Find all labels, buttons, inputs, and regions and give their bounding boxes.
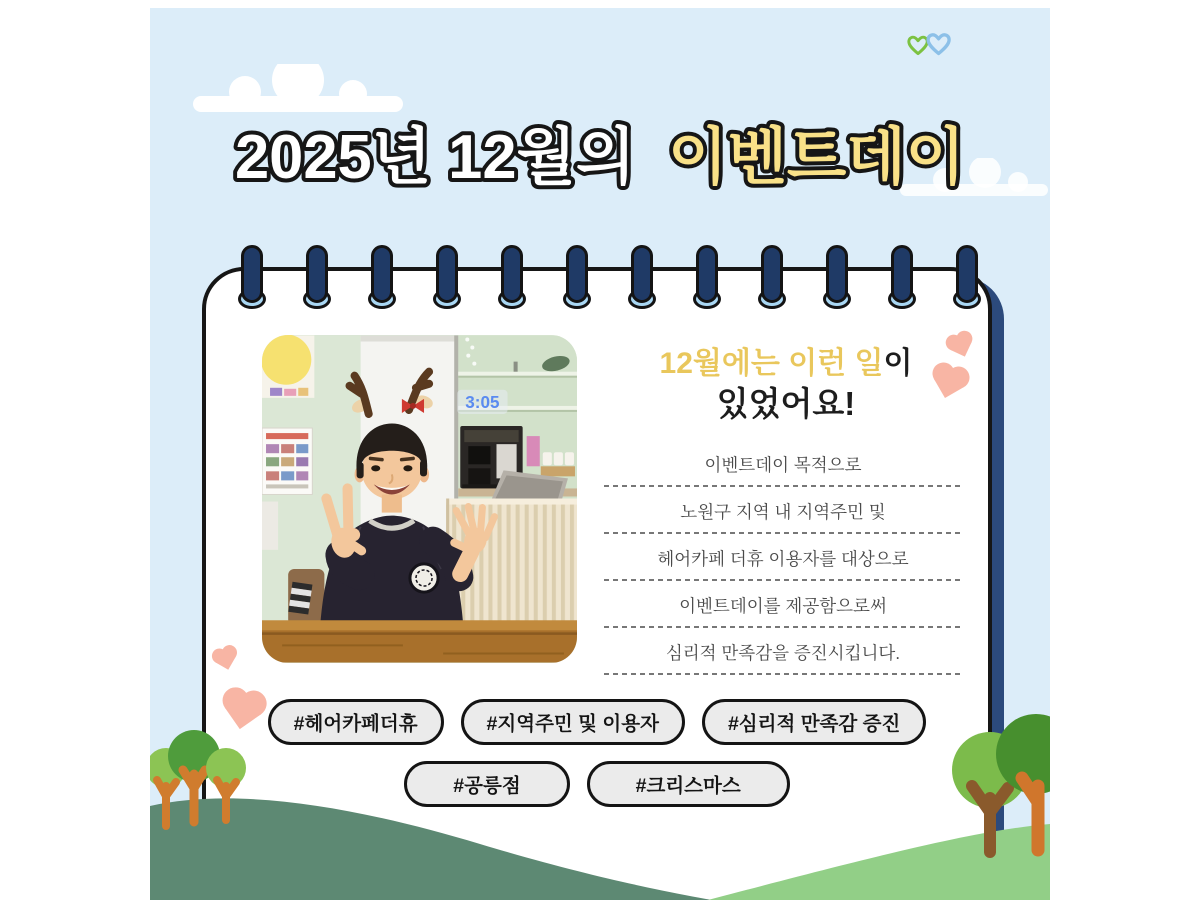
spiral-ring xyxy=(563,245,591,311)
ring-bar xyxy=(631,245,653,303)
ring-bar xyxy=(436,245,458,303)
spiral-ring xyxy=(628,245,656,311)
card-heading xyxy=(600,344,972,426)
dashed-divider xyxy=(604,626,962,628)
body-row xyxy=(604,452,962,487)
dashed-divider xyxy=(604,579,962,581)
event-photo xyxy=(262,335,577,663)
dashed-divider xyxy=(604,673,962,675)
spiral-ring xyxy=(823,245,851,311)
ring-bar xyxy=(501,245,523,303)
body-line: 헤어카페 더휴 이용자를 대상으로 xyxy=(657,549,909,569)
ring-bar xyxy=(956,245,978,303)
wooden-table xyxy=(262,620,577,662)
ring-bar xyxy=(761,245,783,303)
linked-hearts-logo-icon xyxy=(906,20,954,60)
sweatshirt-badge xyxy=(410,564,438,592)
title-prefix: 2025년 12월의 xyxy=(235,123,639,192)
spiral-ring xyxy=(433,245,461,311)
heading-suffix: 이 xyxy=(883,347,913,380)
ring-bar xyxy=(566,245,588,303)
spiral-ring xyxy=(303,245,331,311)
hashtag-pill: #심리적 만족감 증진 xyxy=(702,699,926,745)
hills-and-trees xyxy=(150,690,1050,900)
ring-bar xyxy=(306,245,328,303)
hashtag-pill: #공릉점 xyxy=(404,761,569,807)
body-row xyxy=(604,593,962,628)
ring-bar xyxy=(696,245,718,303)
spiral-ring xyxy=(498,245,526,311)
ring-bar xyxy=(371,245,393,303)
ring-bar xyxy=(241,245,263,303)
title-highlight: 이벤트데이 xyxy=(668,123,968,192)
body-text-block xyxy=(604,452,962,687)
heading-highlight: 12월에는 이런 일 xyxy=(659,347,884,380)
spiral-ring xyxy=(368,245,396,311)
body-line: 이벤트데이 목적으로 xyxy=(704,455,862,475)
hashtag-pill: #크리스마스 xyxy=(587,761,790,807)
digital-clock xyxy=(457,390,507,414)
spiral-ring xyxy=(238,245,266,311)
dashed-divider xyxy=(604,485,962,487)
cafe-scene-illustration xyxy=(262,335,577,663)
poster-title xyxy=(150,92,1050,212)
spiral-rings xyxy=(150,245,1050,315)
ring-bar xyxy=(891,245,913,303)
spiral-ring xyxy=(953,245,981,311)
ring-bar xyxy=(826,245,848,303)
clock-time: 3:05 xyxy=(465,392,500,412)
hashtag-pill: #헤어카페더휴 xyxy=(268,699,444,745)
body-row xyxy=(604,499,962,534)
spiral-ring xyxy=(758,245,786,311)
spiral-ring xyxy=(888,245,916,311)
body-row xyxy=(604,640,962,675)
body-row xyxy=(604,546,962,581)
hill-light xyxy=(708,824,1050,900)
body-line: 이벤트데이를 제공함으로써 xyxy=(679,596,887,616)
dashed-divider xyxy=(604,532,962,534)
body-line: 심리적 만족감을 증진시킵니다. xyxy=(665,643,901,663)
hashtag-pill: #지역주민 및 이용자 xyxy=(461,699,685,745)
heading-line2: 있었어요! xyxy=(716,385,856,422)
spiral-ring xyxy=(693,245,721,311)
svg-text:2025년 12월의 이벤트데이 xyxy=(235,123,968,192)
striped-sleeve xyxy=(288,582,312,615)
body-line: 노원구 지역 내 지역주민 및 xyxy=(680,502,886,522)
hill-dark xyxy=(150,798,712,900)
